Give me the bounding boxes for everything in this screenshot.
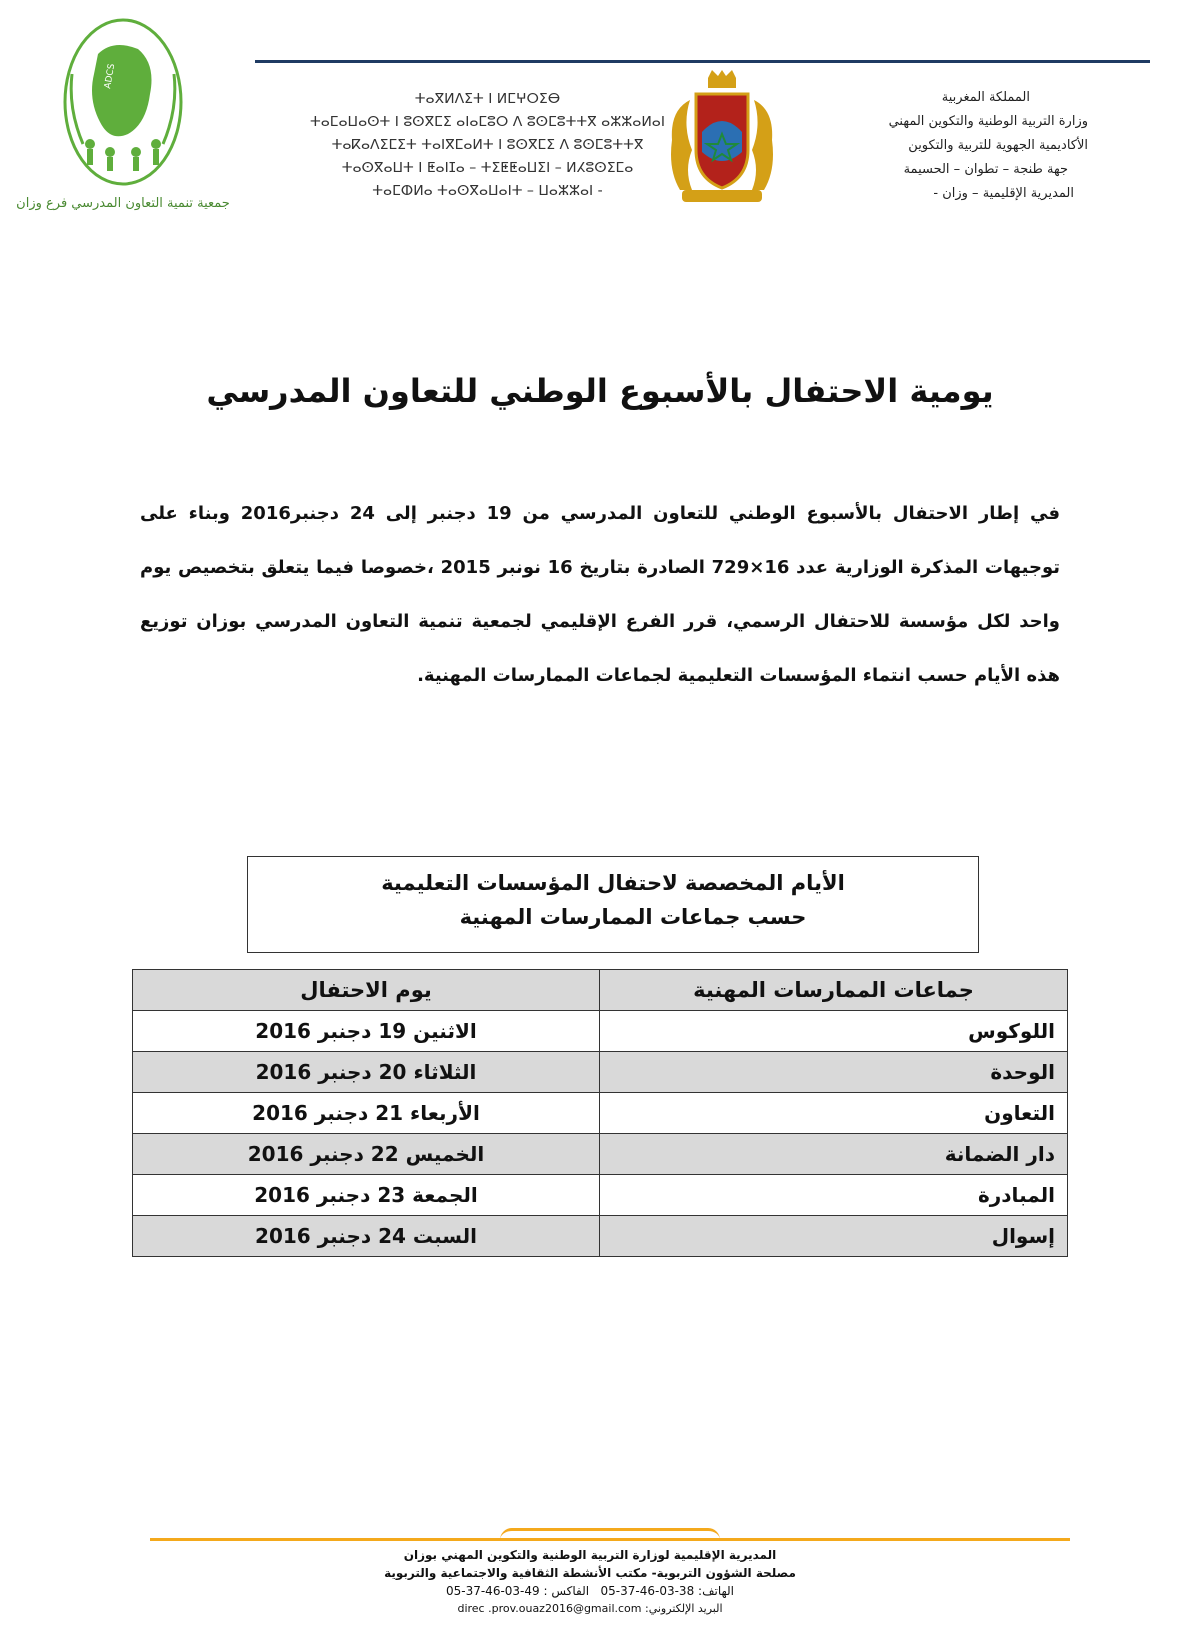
association-caption: جمعية تنمية التعاون المدرسي فرع وزان [16, 196, 230, 211]
email-address[interactable]: direc .prov.ouaz2016@gmail.com [457, 1602, 642, 1615]
ministry-line: المملكة المغربية [941, 90, 1030, 105]
fax-number: 05-37-46-03-49 [445, 1584, 540, 1598]
moroccan-coat-of-arms-icon [662, 70, 782, 210]
day-cell: السبت 24 دجنبر 2016 [133, 1216, 600, 1257]
column-header-group: جماعات الممارسات المهنية [600, 970, 1068, 1011]
group-cell: المبادرة [600, 1175, 1068, 1216]
ministry-line: وزارة التربية الوطنية والتكوين المهني [888, 114, 1088, 129]
schedule-heading-line1: الأيام المخصصة لاحتفال المؤسسات التعليمية [381, 871, 845, 895]
phone-number: 05-37-46-03-38 [600, 1584, 695, 1598]
ministry-header [818, 86, 1088, 206]
schedule-heading-line2: حسب جماعات الممارسات المهنية [459, 905, 807, 929]
group-cell: التعاون [600, 1093, 1068, 1134]
table-row [133, 1093, 1068, 1134]
tifinagh-line: ⵜⴰⵎⴰⵡⴰⵙⵜ ⵏ ⵓⵙⴳⵎⵉ ⴰⵏⴰⵎⵓⵔ ⴷ ⵓⵙⵎⵓⵜⵜⴳ ⴰⵣⵣⴰⵍⴰⵏ [310, 114, 665, 130]
footer [330, 1546, 850, 1618]
footer-contact [330, 1582, 850, 1600]
table-row [133, 1175, 1068, 1216]
table-row [133, 1216, 1068, 1257]
schedule-table [132, 969, 1068, 1257]
day-cell: الأربعاء 21 دجنبر 2016 [133, 1093, 600, 1134]
group-cell: اللوكوس [600, 1011, 1068, 1052]
group-cell: إسوال [600, 1216, 1068, 1257]
tifinagh-line: ⵜⴰⴳⵍⴷⵉⵜ ⵏ ⵍⵎⵖⵔⵉⴱ [414, 91, 561, 107]
document-title: يومية الاحتفال بالأسبوع الوطني للتعاون المدرسي [206, 372, 994, 410]
logo-acronym: ADCS [103, 63, 118, 90]
footer-rule-arc [500, 1528, 720, 1540]
schedule-heading-box [247, 856, 979, 953]
ministry-line: الأكاديمية الجهوية للتربية والتكوين [908, 138, 1088, 153]
footer-line: مصلحة الشؤون التربوية- مكتب الأنشطة الثقافية والاجتماعية والتربوية [384, 1566, 796, 1580]
table-row [133, 1134, 1068, 1175]
column-header-day: يوم الاحتفال [133, 970, 600, 1011]
fax-label: الفاكس : [543, 1584, 590, 1598]
tifinagh-line: ⵜⴰⵙⴳⴰⵡⵜ ⵏ ⵟⴰⵏⵊⴰ – ⵜⵉⵟⵟⴰⵡⵉⵏ – ⵍⵃⵓⵙⵉⵎⴰ [341, 160, 634, 176]
table-row [133, 1011, 1068, 1052]
day-cell: الجمعة 23 دجنبر 2016 [133, 1175, 600, 1216]
table-header-row [133, 970, 1068, 1011]
group-cell: دار الضمانة [600, 1134, 1068, 1175]
tifinagh-line: ⵜⴰⵎⵀⵍⴰ ⵜⴰⵙⴳⴰⵡⴰⵏⵜ – ⵡⴰⵣⵣⴰⵏ - [372, 183, 603, 199]
day-cell: الخميس 22 دجنبر 2016 [133, 1134, 600, 1175]
tifinagh-line: ⵜⴰⴽⴰⴷⵉⵎⵉⵜ ⵜⴰⵏⴳⵎⴰⵍⵜ ⵏ ⵓⵙⴳⵎⵉ ⴷ ⵓⵙⵎⵓⵜⵜⴳ [331, 137, 644, 153]
group-cell: الوحدة [600, 1052, 1068, 1093]
ministry-line: جهة طنجة – تطوان – الحسيمة [903, 162, 1068, 177]
tifinagh-header [310, 88, 665, 203]
header-rule [255, 60, 1150, 63]
ministry-line: المديرية الإقليمية – وزان - [933, 186, 1074, 201]
association-logo [58, 14, 188, 189]
table-row [133, 1052, 1068, 1093]
day-cell: الثلاثاء 20 دجنبر 2016 [133, 1052, 600, 1093]
footer-email-line [330, 1600, 850, 1618]
body-paragraph: في إطار الاحتفال بالأسبوع الوطني للتعاون المدرسي من 19 دجنبر إلى 24 دجنبر2016 وبناء على توجيهات المذكرة الوزارية عدد 16×729 الصادرة بتاريخ 16 نونبر 2015 ،خصوصا فيما يتعلق بتخصيص يوم واحد لكل مؤسسة للاحتفال الرسمي، قرر الفرع الإقليمي لجمعية تنمية التعاون المدرسي بوزان توزيع هذه الأيام حسب انتماء المؤسسات التعليمية لجماعات الممارسات المهنية. [140, 503, 1060, 686]
day-cell: الاثنين 19 دجنبر 2016 [133, 1011, 600, 1052]
phone-label: الهاتف: [698, 1584, 735, 1598]
email-label: البريد الإلكتروني: [645, 1602, 723, 1615]
footer-line: المديرية الإقليمية لوزارة التربية الوطنية والتكوين المهني بوزان [403, 1548, 777, 1562]
